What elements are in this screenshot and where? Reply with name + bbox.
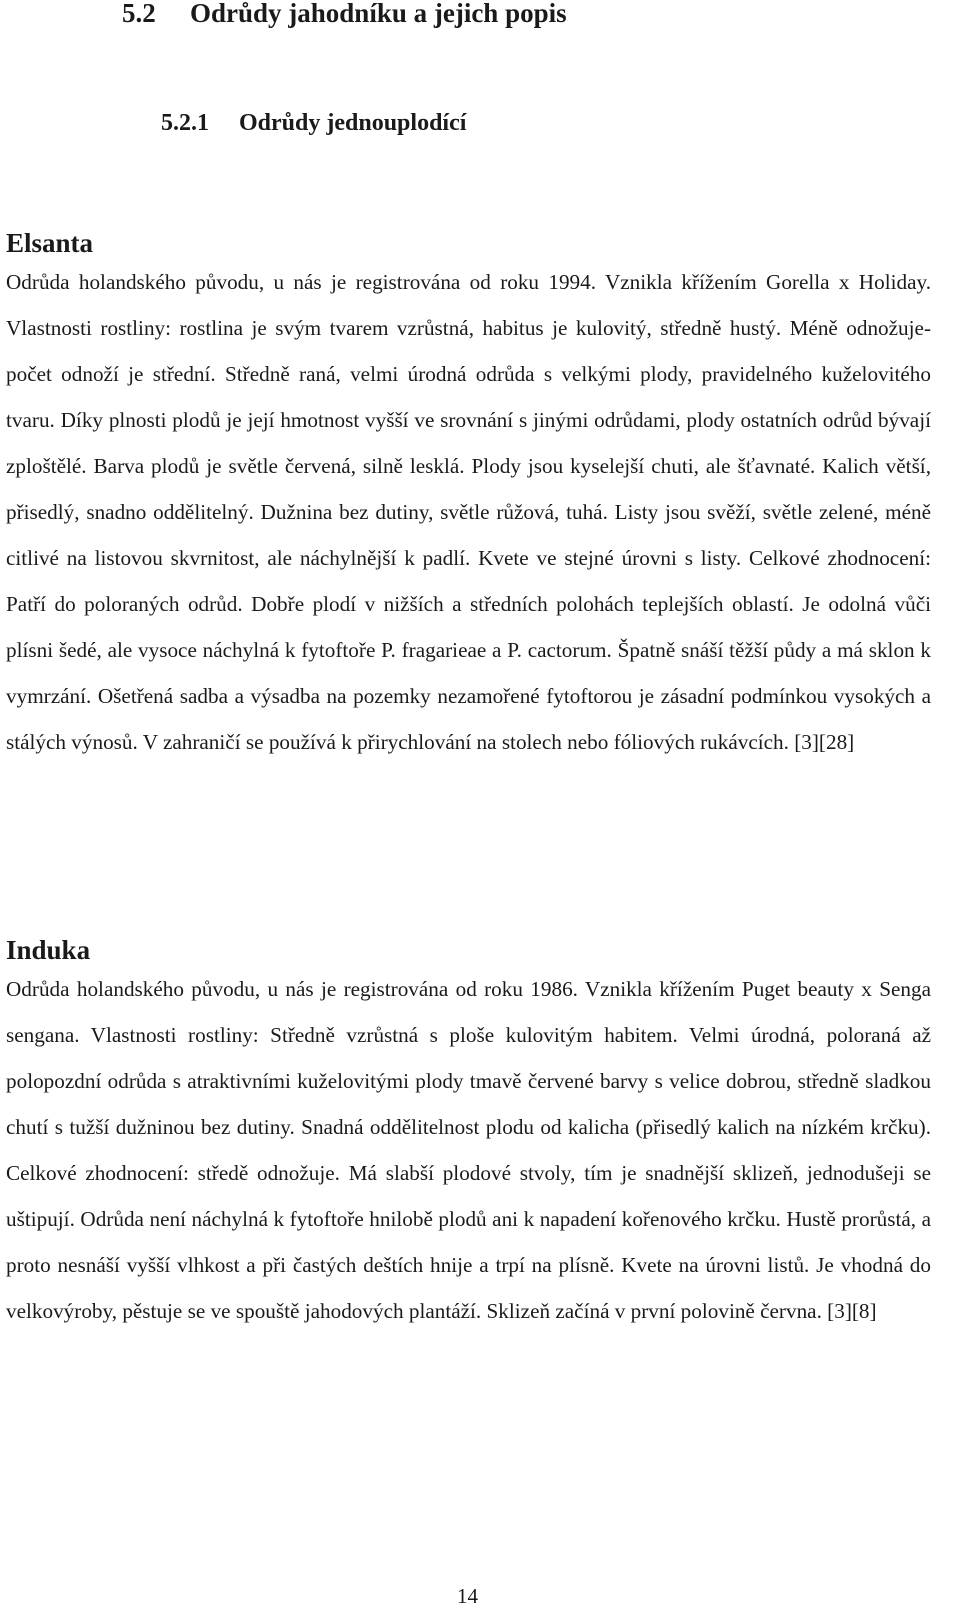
section-number: 5.2 (122, 0, 156, 28)
subsection-number: 5.2.1 (161, 110, 209, 136)
section-title: Odrůdy jahodníku a jejich popis (190, 0, 567, 28)
variety-description: Odrůda holandského původu, u nás je registrována od roku 1986. Vznikla křížením Puget beauty x Senga sengana. Vlastnosti rostliny: Středně vzrůstná s ploše kulovitým habitem. Velmi úrodná, poloraná až polopozdní odrůda s atraktivními kuželovitými plody tmavě červené barvy s velice dobrou, středně sladkou chutí s tužší dužninou bez dutiny. Snadná oddělitelnost plodu od kalicha (přisedlý kalich na nízkém krčku). Celkové zhodnocení: středě odnožuje. Má slabší plodové stvoly, tím je snadnější sklizeň, jednodušeji se uštipují. Odrůda není náchylná k fytoftoře hnilobě plodů ani k napadení kořenového krčku. Hustě prorůstá, a proto nesnáší vyšší vlhkost a při častých deštích hnije a trpí na plísně. Kvete na úrovni listů. Je vhodná do velkovýroby, pěstuje se ve spouště jahodových plantáží. Sklizeň začíná v první polovině června. [3][8] (6, 977, 931, 1323)
subsection-heading (161, 110, 466, 137)
subsection-title: Odrůdy jednouplodící (239, 110, 467, 136)
variety-elsanta (6, 227, 931, 765)
variety-induka (6, 934, 931, 1334)
page-number: 14 (457, 1584, 478, 1608)
variety-name: Induka (6, 935, 91, 965)
section-heading (122, 0, 567, 29)
variety-name: Elsanta (6, 228, 94, 258)
variety-description: Odrůda holandského původu, u nás je registrována od roku 1994. Vznikla křížením Gorella x Holiday. Vlastnosti rostliny: rostlina je svým tvarem vzrůstná, habitus je kulovitý, středně hustý. Méně odnožuje-počet odnoží je střední. Středně raná, velmi úrodná odrůda s velkými plody, pravidelného kuželovitého tvaru. Díky plnosti plodů je její hmotnost vyšší ve srovnání s jinými odrůdami, plody ostatních odrůd bývají zploštělé. Barva plodů je světle červená, silně lesklá. Plody jsou kyselejší chuti, ale šťavnaté. Kalich větší, přisedlý, snadno oddělitelný. Dužnina bez dutiny, světle růžová, tuhá. Listy jsou svěží, světle zelené, méně citlivé na listovou skvrnitost, ale náchylnější k padlí. Kvete ve stejné úrovni s listy. Celkové zhodnocení: Patří do poloraných odrůd. Dobře plodí v nižších a středních polohách teplejších oblastí. Je odolná vůči plísni šedé, ale vysoce náchylná k fytoftoře P. fragarieae a P. cactorum. Špatně snáší těžší půdy a má sklon k vymrzání. Ošetřená sadba a výsadba na pozemky nezamořené fytoftorou je zásadní podmínkou vysokých a stálých výnosů. V zahraničí se používá k přirychlování na stolech nebo fóliových rukávcích. [3][28] (6, 270, 931, 754)
